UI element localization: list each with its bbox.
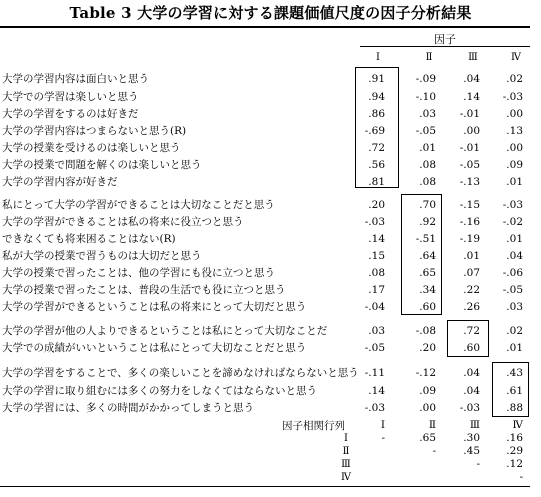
loading-value: .09: [506, 159, 523, 171]
loading-value: .60: [463, 342, 480, 354]
correlation-row-label: Ⅱ: [342, 446, 350, 457]
loading-value: .02: [506, 325, 523, 337]
loading-value: -.02: [502, 216, 523, 228]
loading-value: .04: [463, 367, 480, 379]
factor-box-1: [355, 67, 399, 188]
loading-value: .04: [463, 385, 480, 397]
item-text: 大学の学習には、多くの時間がかかってしまうと思う: [2, 402, 254, 414]
loading-value: -.03: [364, 216, 385, 228]
loading-value: .01: [506, 233, 523, 245]
correlation-row-label: Ⅳ: [341, 472, 351, 483]
table-row: [0, 230, 541, 248]
loading-value: .01: [506, 342, 523, 354]
loading-value: -.05: [502, 284, 523, 296]
loading-value: -.12: [415, 367, 436, 379]
loading-value: .09: [419, 385, 436, 397]
loading-value: .03: [506, 301, 523, 313]
loading-value: .17: [368, 284, 385, 296]
loading-value: .91: [368, 73, 385, 85]
table-row: [0, 264, 541, 282]
loading-value: .70: [419, 199, 436, 211]
loading-value: .72: [463, 325, 480, 337]
correlation-column-header: Ⅱ: [428, 419, 436, 431]
correlation-value: -: [476, 458, 480, 470]
loading-value: .00: [506, 108, 523, 120]
loading-value: -.05: [364, 342, 385, 354]
loading-value: .81: [368, 176, 385, 188]
loading-value: .14: [463, 91, 480, 103]
factor-box-4: [492, 362, 529, 417]
loading-value: .60: [419, 301, 436, 313]
factor-box-2: [401, 194, 442, 315]
loading-value: .03: [419, 108, 436, 120]
loading-value: .14: [368, 233, 385, 245]
column-header: Ⅱ: [425, 52, 433, 63]
table-row: [0, 88, 541, 106]
loading-value: -.09: [415, 73, 436, 85]
item-text: 大学の授業で習ったことは、普段の生活でも役に立つと思う: [2, 284, 286, 296]
bottom-rule: [0, 486, 530, 487]
item-text: 大学の授業を受けるのは楽しいと思う: [2, 142, 181, 154]
table-row: [0, 139, 541, 157]
table-row: [0, 122, 541, 140]
correlation-value: .29: [506, 445, 523, 457]
table-row: [0, 173, 541, 191]
loading-value: -.03: [502, 91, 523, 103]
item-text: 私にとって大学の学習ができることは大切なことだと思う: [2, 199, 275, 211]
loading-value: -.11: [364, 367, 385, 379]
loading-value: .56: [368, 159, 385, 171]
loading-value: -.19: [459, 233, 480, 245]
correlation-value: .65: [419, 432, 436, 444]
loading-value: -.03: [502, 199, 523, 211]
loading-value: .04: [463, 73, 480, 85]
loading-value: .61: [506, 385, 523, 397]
loading-value: .14: [368, 385, 385, 397]
loading-value: -.01: [459, 108, 480, 120]
table-row: [0, 399, 541, 417]
loading-value: .08: [368, 267, 385, 279]
loading-value: .01: [419, 142, 436, 154]
correlation-value: .45: [463, 445, 480, 457]
item-text: 大学での成績がいいということは私にとって大切なことだと思う: [2, 342, 307, 354]
loading-value: .00: [463, 125, 480, 137]
correlation-row-label: Ⅰ: [344, 433, 348, 444]
factor-header-rule: [360, 46, 530, 47]
loading-value: .86: [368, 108, 385, 120]
correlation-value: -: [519, 471, 523, 483]
loading-value: .01: [463, 250, 480, 262]
correlation-label: 因子相関行列: [282, 420, 345, 432]
top-rule: [0, 26, 530, 28]
loading-value: -.03: [459, 402, 480, 414]
loading-value: .94: [368, 91, 385, 103]
loading-value: -.10: [415, 91, 436, 103]
loading-value: .65: [419, 267, 436, 279]
loading-value: -.16: [459, 216, 480, 228]
loading-value: .64: [419, 250, 436, 262]
table-row: [0, 382, 541, 400]
loading-value: .02: [506, 73, 523, 85]
loading-value: .92: [419, 216, 436, 228]
loading-value: .07: [463, 267, 480, 279]
table-row: [0, 156, 541, 174]
loading-value: .34: [419, 284, 436, 296]
loading-value: -.15: [459, 199, 480, 211]
loading-value: .08: [419, 176, 436, 188]
table-row: [0, 247, 541, 265]
loading-value: .08: [419, 159, 436, 171]
correlation-column-header: Ⅰ: [380, 419, 385, 431]
loading-value: -.06: [502, 267, 523, 279]
item-text: 大学の学習をするのは好きだ: [2, 108, 139, 120]
loading-value: .04: [506, 250, 523, 262]
loading-value: .20: [419, 342, 436, 354]
correlation-value: .12: [506, 458, 523, 470]
loading-value: .20: [368, 199, 385, 211]
column-header: Ⅳ: [511, 52, 521, 63]
correlation-value: -: [432, 445, 436, 457]
item-text: 私が大学の授業で習うものは大切だと思う: [2, 250, 202, 262]
item-text: できなくても将来困ることはない(R): [2, 233, 176, 245]
column-header: Ⅰ: [376, 52, 380, 63]
loading-value: .00: [506, 142, 523, 154]
loading-value: -.05: [459, 159, 480, 171]
factor-box-3: [447, 320, 489, 357]
table-row: [0, 364, 541, 382]
item-text: 大学での学習は楽しいと思う: [2, 91, 139, 103]
loading-value: .88: [506, 402, 523, 414]
item-text: 大学の学習内容はつまらないと思う(R): [2, 125, 187, 137]
table-row: [0, 70, 541, 88]
factor-group-header: 因子: [434, 33, 456, 46]
loading-value: .15: [368, 250, 385, 262]
correlation-value: .30: [463, 432, 480, 444]
item-text: 大学の学習をすることで、多くの楽しいことを諦めなければならないと思う: [2, 367, 359, 379]
table-title: Table 3 大学の学習に対する課題価値尺度の因子分析結果: [69, 4, 472, 22]
table-row: [0, 196, 541, 214]
table-row: [0, 281, 541, 299]
loading-value: -.03: [364, 402, 385, 414]
correlation-column-header: Ⅳ: [512, 419, 523, 431]
item-text: 大学の学習が他の人よりできるということは私にとって大切なことだ: [2, 325, 328, 337]
item-text: 大学の学習ができることは私の将来に役立つと思う: [2, 216, 244, 228]
loading-value: .26: [463, 301, 480, 313]
loading-value: -.01: [459, 142, 480, 154]
table-row: [0, 213, 541, 231]
loading-value: -.13: [459, 176, 480, 188]
column-header: Ⅲ: [468, 52, 478, 63]
loading-value: .00: [419, 402, 436, 414]
loading-value: -.04: [364, 301, 385, 313]
loading-value: .43: [506, 367, 523, 379]
item-text: 大学の学習内容が好きだ: [2, 176, 118, 188]
loading-value: .13: [506, 125, 523, 137]
correlation-row-label: Ⅲ: [341, 459, 351, 470]
item-text: 大学の学習に取り組むには多くの努力をしなくてはならないと思う: [2, 385, 317, 397]
loading-value: -.51: [415, 233, 436, 245]
correlation-column-header: Ⅲ: [469, 419, 480, 431]
correlation-value: -: [381, 432, 385, 444]
table-row: [0, 298, 541, 316]
item-text: 大学の授業で問題を解くのは楽しいと思う: [2, 159, 202, 171]
item-text: 大学の授業で習ったことは、他の学習にも役に立つと思う: [2, 267, 275, 279]
loading-value: -.69: [364, 125, 385, 137]
loading-value: .01: [506, 176, 523, 188]
item-text: 大学の学習内容は面白いと思う: [2, 73, 149, 85]
table-row: [0, 105, 541, 123]
loading-value: -.08: [415, 325, 436, 337]
loading-value: .03: [368, 325, 385, 337]
item-text: 大学の学習ができるということは私の将来にとって大切だと思う: [2, 301, 307, 313]
loading-value: .22: [463, 284, 480, 296]
loading-value: -.05: [415, 125, 436, 137]
correlation-value: .16: [506, 432, 523, 444]
loading-value: .72: [368, 142, 385, 154]
